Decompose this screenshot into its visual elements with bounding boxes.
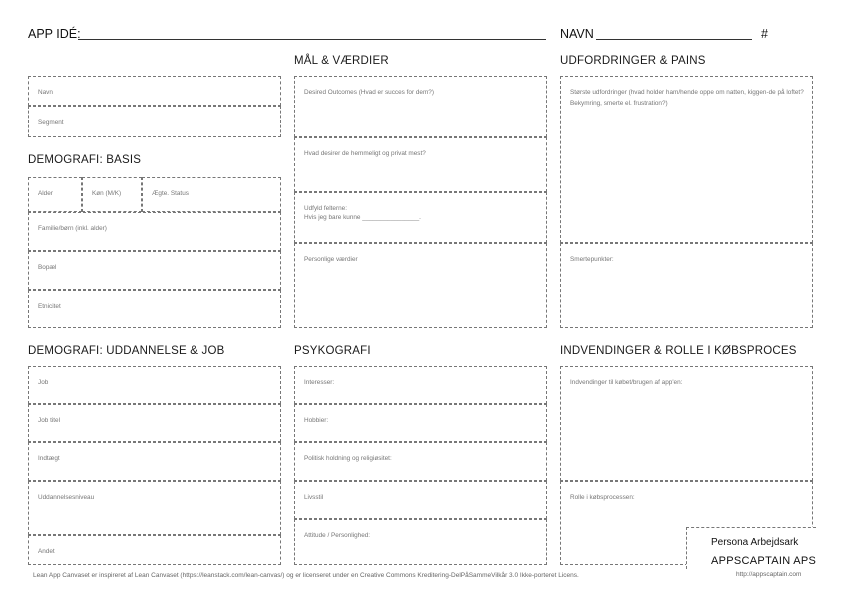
job-title-field-label: Job titel: [38, 417, 61, 424]
name-field-label: Navn: [38, 89, 53, 96]
lifestyle-field-label: Livsstil: [304, 494, 324, 501]
job-title-field[interactable]: [28, 404, 281, 442]
job-field[interactable]: [28, 366, 281, 404]
section-demographics-basic: DEMOGRAFI: BASIS: [28, 154, 142, 166]
hobbies-field-label: Hobbier:: [304, 417, 329, 424]
education-level-field-label: Uddannelsesniveau: [38, 494, 95, 501]
interests-field-label: Interesser:: [304, 379, 335, 386]
fill-in-field-label: Udfyld felterne:: [304, 205, 347, 212]
marital-status-field[interactable]: [142, 177, 281, 212]
personal-values-field[interactable]: [294, 243, 547, 328]
objections-field[interactable]: [560, 366, 813, 481]
residence-field-label: Bopæl: [38, 264, 57, 271]
education-level-field[interactable]: [28, 481, 281, 535]
role-in-process-field-label: Rolle i købsprocessen:: [570, 494, 635, 501]
politics-religion-field[interactable]: [294, 442, 547, 481]
name-line: [596, 39, 752, 40]
app-idea-label: APP IDÉ:: [28, 27, 81, 41]
desired-outcomes-field[interactable]: [294, 76, 547, 137]
attitude-field-label: Attitude / Personlighed:: [304, 532, 371, 539]
lifestyle-field[interactable]: [294, 481, 547, 519]
gender-field-label: Køn (M/K): [92, 190, 122, 197]
age-field[interactable]: [28, 177, 82, 212]
ethnicity-field-label: Etnicitet: [38, 303, 61, 310]
company-name: APPSCAPTAIN APS: [711, 555, 817, 567]
biggest-challenges-field-label: Største udfordringer (hvad holder ham/hende oppe om natten, kiggen-de på loftet? Bekymring, smerte el. frustration?): [570, 89, 804, 107]
politics-religion-field-label: Politisk holdning og religiøsitet:: [304, 455, 392, 462]
company-url[interactable]: http://appscaptain.com: [736, 571, 802, 578]
sheet-title: Persona Arbejdsark: [711, 537, 799, 548]
app-idea-line: [78, 39, 546, 40]
secret-desires-field[interactable]: [294, 137, 547, 192]
section-goals-values: MÅL & VÆRDIER: [294, 55, 389, 67]
gender-field[interactable]: [82, 177, 142, 212]
segment-field-label: Segment: [38, 119, 64, 126]
segment-field[interactable]: [28, 106, 281, 137]
personal-values-field-label: Personlige værdier: [304, 256, 358, 263]
pain-points-field-label: Smertepunkter:: [570, 256, 614, 263]
fill-in-field[interactable]: [294, 192, 547, 243]
family-field[interactable]: [28, 212, 281, 251]
interests-field[interactable]: [294, 366, 547, 404]
desired-outcomes-field-label: Desired Outcomes (Hvad er succes for dem?): [304, 89, 434, 96]
income-field[interactable]: [28, 442, 281, 481]
number-label: #: [761, 27, 768, 41]
income-field-label: Indtægt: [38, 455, 60, 462]
attitude-field[interactable]: [294, 519, 547, 565]
license-footer: Lean App Canvaset er inspireret af Lean Canvaset (https://leanstack.com/lean-canvas/) og er licenseret under en Creative Commons Kreditering-DelPåSammeVilkår 3.0 Ikke-porteret Licens.: [33, 572, 579, 579]
other-field[interactable]: [28, 535, 281, 565]
marital-status-field-label: Ægte. Status: [152, 190, 189, 197]
fill-in-field-prompt: Hvis jeg bare kunne ________________.: [304, 214, 421, 221]
pain-points-field[interactable]: [560, 243, 813, 328]
other-field-label: Andet: [38, 548, 55, 555]
hobbies-field[interactable]: [294, 404, 547, 442]
name-field[interactable]: [28, 76, 281, 106]
section-challenges-pains: UDFORDRINGER & PAINS: [560, 55, 706, 67]
section-psychographics: PSYKOGRAFI: [294, 345, 371, 357]
section-objections-role: INDVENDINGER & ROLLE I KØBSPROCES: [560, 345, 797, 357]
age-field-label: Alder: [38, 190, 53, 197]
job-field-label: Job: [38, 379, 49, 386]
ethnicity-field[interactable]: [28, 290, 281, 328]
name-label: NAVN: [560, 27, 594, 41]
residence-field[interactable]: [28, 251, 281, 290]
section-demographics-education: DEMOGRAFI: UDDANNELSE & JOB: [28, 345, 225, 357]
family-field-label: Familie/børn (inkl. alder): [38, 225, 107, 232]
biggest-challenges-field[interactable]: [560, 76, 813, 243]
objections-field-label: Indvendinger til købet/brugen af app'en:: [570, 379, 683, 386]
secret-desires-field-label: Hvad desirer de hemmeligt og privat mest?: [304, 150, 426, 157]
